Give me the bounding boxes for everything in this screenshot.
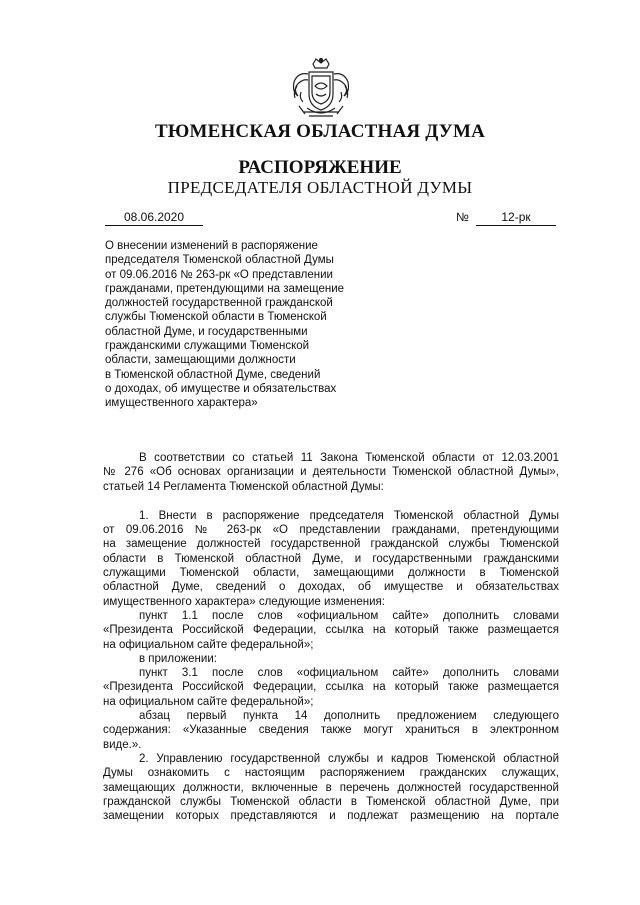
item-2-paragraph xyxy=(103,752,559,823)
text-line: замещающих должности, включенные в перечень должностей государственной xyxy=(103,781,559,794)
text-line: на замещение должностей государственной гражданской службы Тюменской xyxy=(103,538,559,551)
item-1-point-3-1 xyxy=(103,666,559,709)
text-line: служащими Тюменской области, замещающими должности в Тюменской xyxy=(103,567,559,580)
preamble-paragraph xyxy=(103,451,559,494)
subject-line: председателя Тюменской областной Думы xyxy=(105,254,334,267)
document-date: 08.06.2020 xyxy=(105,210,203,226)
document-subject xyxy=(105,239,365,411)
text-line: гражданской службы Тюменской области в Тюменской областной Думе, при xyxy=(103,795,559,808)
coat-of-arms-icon xyxy=(289,56,353,122)
subject-line: области, замещающими должности xyxy=(105,354,296,367)
text-line: 2. Управлению государственной службы и кадров Тюменской областной xyxy=(139,752,559,765)
text-line: виде.». xyxy=(103,738,142,751)
text-line: от 09.06.2016 № 263-рк «О представлении гражданами, претендующими xyxy=(103,524,559,537)
text-line: «Президента Российской Федерации, ссылка на который также размещается xyxy=(103,624,559,637)
subject-line: в Тюменской областной Думе, сведений xyxy=(105,368,321,381)
text-line: № 276 «Об основах организации и деятельности Тюменской областной Думы», xyxy=(103,466,559,479)
subject-line: областной Думе, и государственными xyxy=(105,325,308,338)
text-line: областной Думе, сведений о доходах, об имуществе и обязательствах xyxy=(103,581,559,594)
item-1-appendix xyxy=(103,652,559,666)
subject-line: службы Тюменской области в Тюменской xyxy=(105,311,327,324)
text-line: 1. Внести в распоряжение председателя Тюменской областной Думы xyxy=(139,509,559,522)
text-line: «Президента Российской Федерации, ссылка на который также размещается xyxy=(103,681,559,694)
document-type: РАСПОРЯЖЕНИЕ xyxy=(238,157,402,178)
text-line: абзац первый пункта 14 дополнить предложением следующего xyxy=(139,710,559,723)
number-label: № xyxy=(456,210,469,224)
subject-line: имущественного характера» xyxy=(105,397,258,410)
subject-line: о доходах, об имуществе и обязательствах xyxy=(105,382,337,395)
text-line: Думы ознакомить с настоящим распоряжением гражданских служащих, xyxy=(103,767,559,780)
text-line: замещении которых представляются и подлежат размещению на портале xyxy=(103,810,559,823)
text-line: на официальном сайте федеральной»; xyxy=(103,695,314,708)
subject-line: гражданами, претендующими на замещение xyxy=(105,282,345,295)
document-number: 12-рк xyxy=(476,210,556,226)
subject-line: О внесении изменений в распоряжение xyxy=(105,240,318,252)
subject-line: гражданскими служащими Тюменской xyxy=(105,340,310,353)
text-line: содержания: «Указанные сведения также могут храниться в электронном xyxy=(103,724,559,737)
text-line: статьей 14 Регламента Тюменской областной Думы: xyxy=(103,480,384,493)
subject-line: от 09.06.2016 № 263-рк «О представлении xyxy=(105,268,333,281)
text-line: пункт 1.1 после слов «официальном сайте» дополнить словами xyxy=(139,609,559,622)
item-1-point-1-1 xyxy=(103,609,559,652)
text-line: В соответствии со статьей 11 Закона Тюменской области от 12.03.2001 xyxy=(139,452,559,464)
item-1-paragraph xyxy=(103,509,559,609)
text-line: на официальном сайте федеральной»; xyxy=(103,638,314,651)
subject-line: должностей государственной гражданской xyxy=(105,297,333,310)
text-line: области в Тюменской областной Думе, и государственными гражданскими xyxy=(103,552,559,565)
document-subtitle: ПРЕДСЕДАТЕЛЯ ОБЛАСТНОЙ ДУМЫ xyxy=(167,178,473,197)
item-1-point-14 xyxy=(103,709,559,752)
text-line: пункт 3.1 после слов «официальном сайте» дополнить словами xyxy=(139,667,559,680)
document-body xyxy=(103,451,559,823)
organization-name: ТЮМЕНСКАЯ ОБЛАСТНАЯ ДУМА xyxy=(154,121,485,142)
text-line: в приложении: xyxy=(139,652,217,665)
text-line: имущественного характера» следующие изменения: xyxy=(103,595,385,608)
